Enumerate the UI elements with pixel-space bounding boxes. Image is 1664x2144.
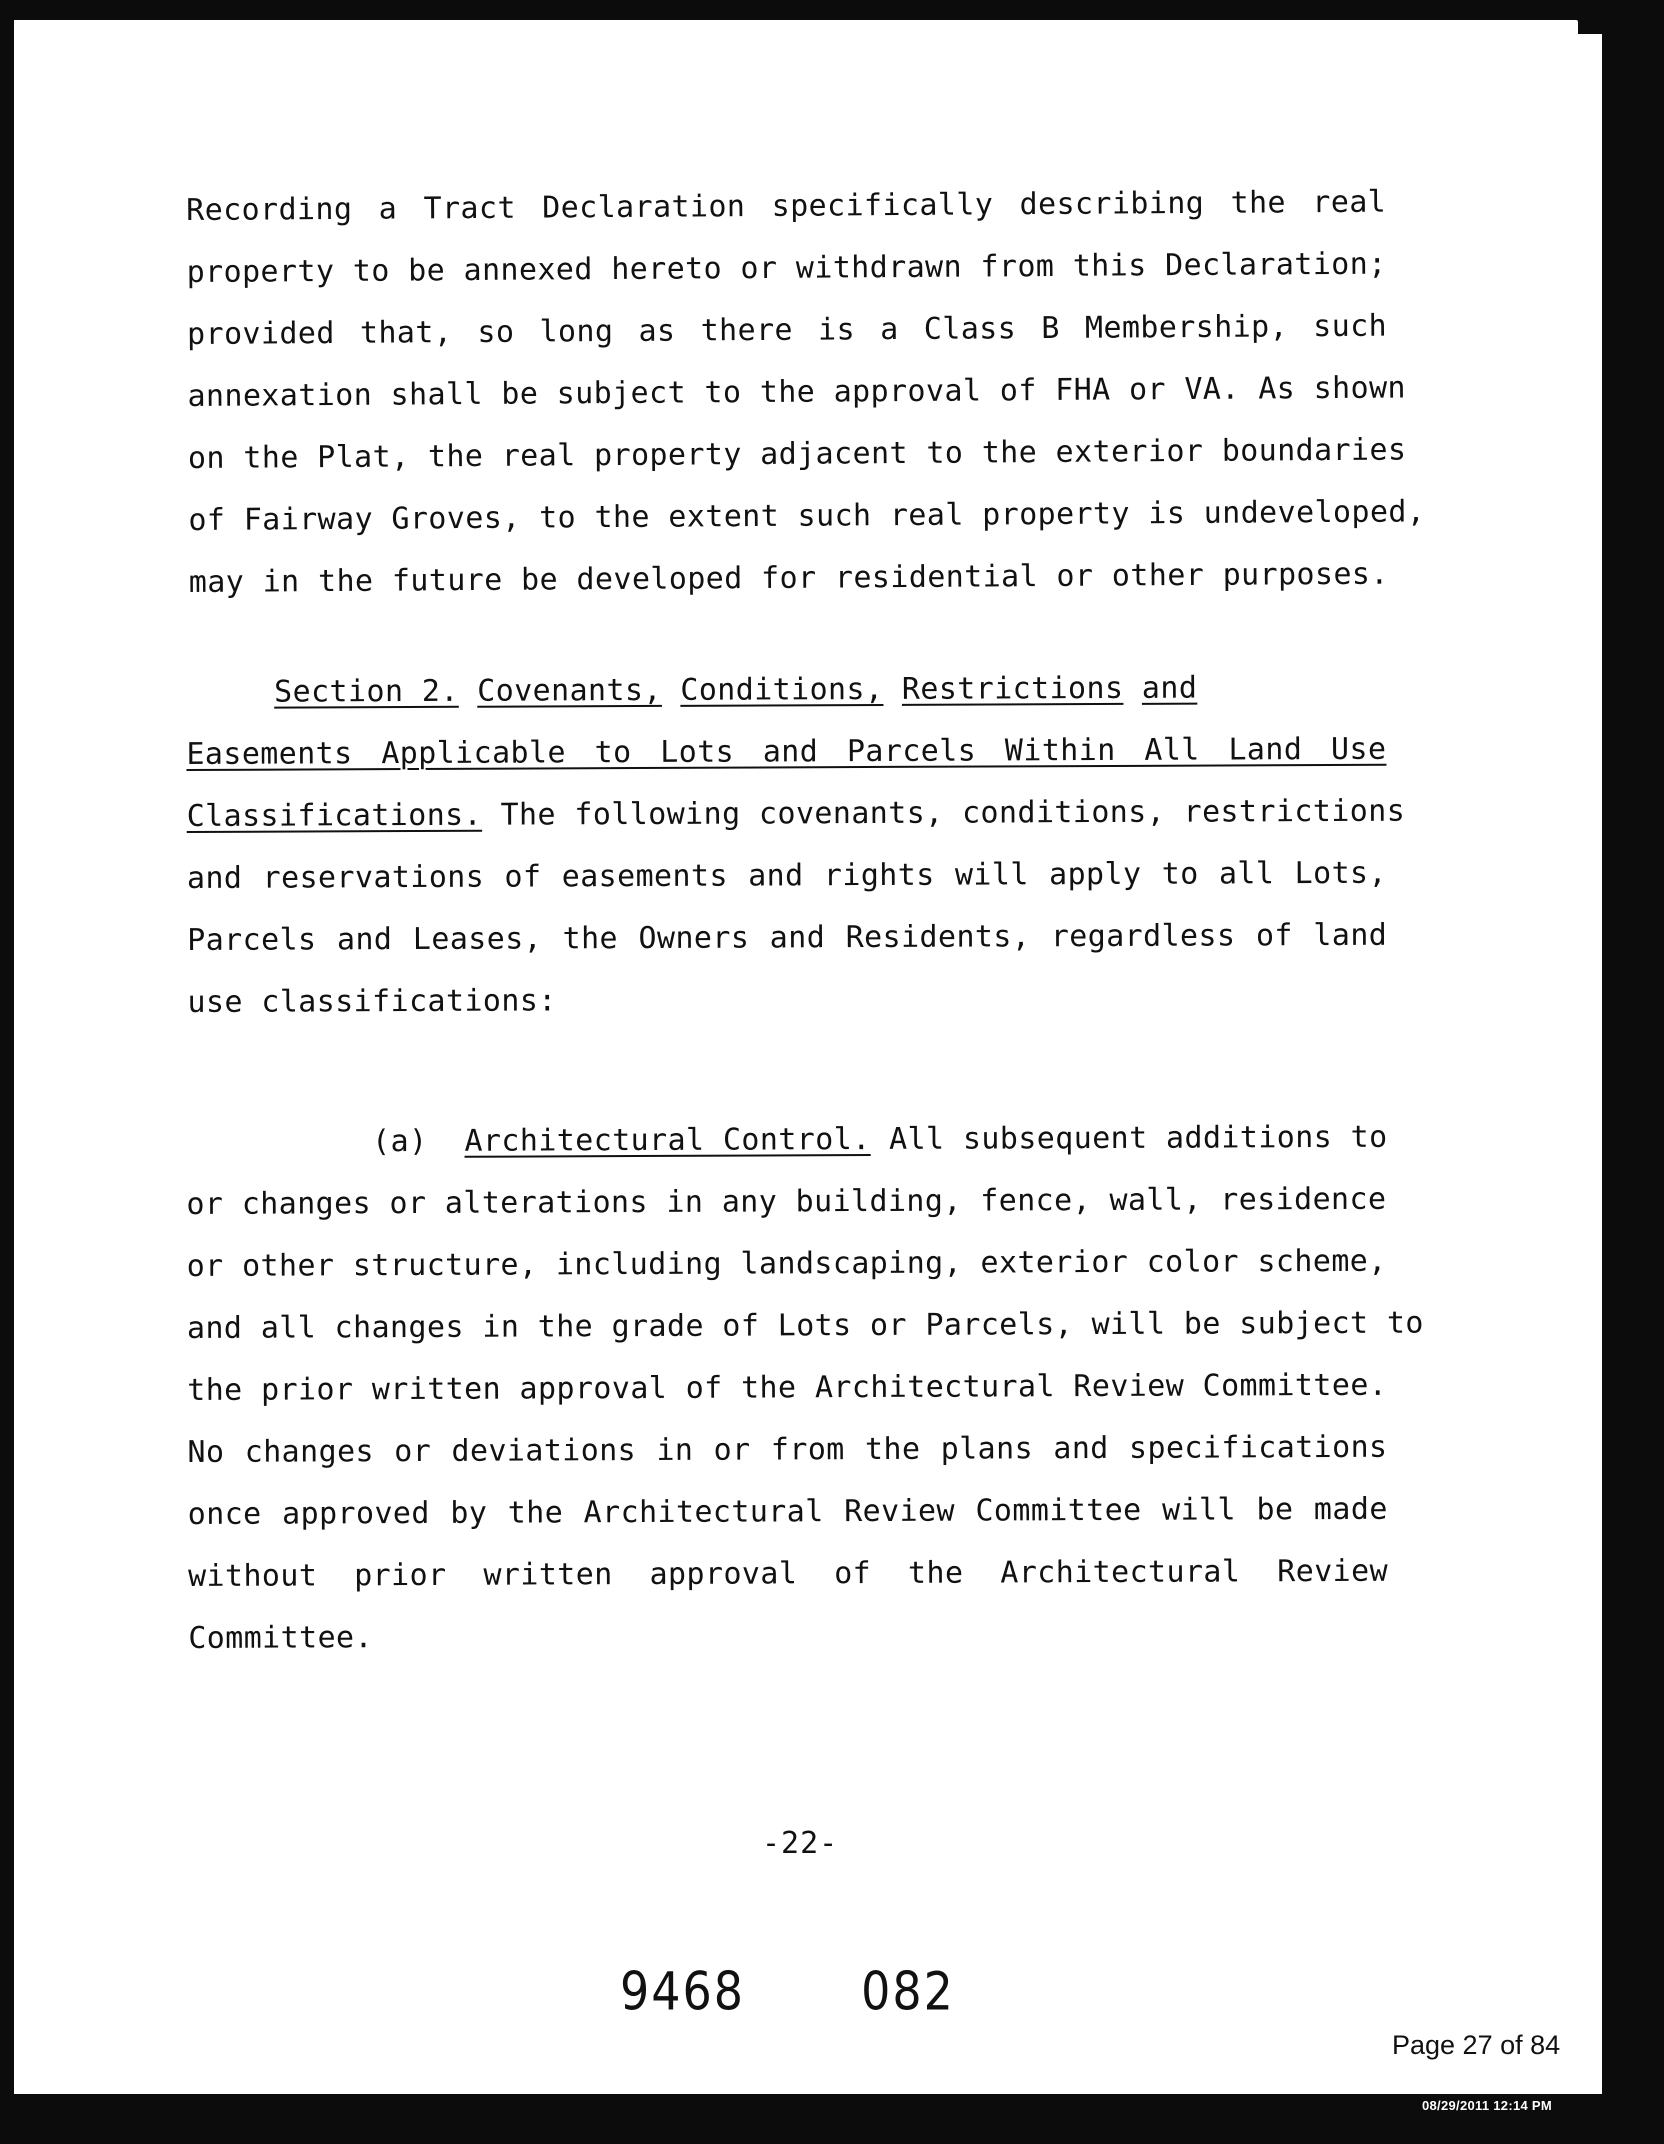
section-2-heading-line-1 <box>186 657 1386 724</box>
text-line: No changes or deviations in or from the plans and specifications <box>187 1429 1388 1470</box>
section-2-label: Section 2. <box>274 673 459 710</box>
heading-word: Covenants, <box>477 672 662 709</box>
text-line: the prior written approval of the Architectural Review Committee. <box>187 1367 1388 1408</box>
heading-word: and <box>1141 670 1198 706</box>
text-line: and reservations of easements and rights will apply to all Lots, <box>186 855 1388 896</box>
subsection-marker: (a) <box>372 1123 428 1160</box>
text-line: without prior written approval of the Architectural Review <box>187 1553 1389 1594</box>
recording-stamp <box>620 1960 955 2022</box>
heading-word: Conditions, <box>680 671 884 708</box>
text-line: once approved by the Architectural Review Committee will be made <box>187 1491 1388 1532</box>
text-line: or changes or alterations in any building, fence, wall, residence <box>186 1181 1387 1222</box>
subsection-title: Architectural Control. <box>464 1122 871 1159</box>
text-line: and all changes in the grade of Lots or Parcels, will be subject to <box>186 1305 1424 1346</box>
text-line: provided that, so long as there is a Class B Membership, such <box>186 308 1388 352</box>
section-2-heading-line-3 <box>186 781 1406 848</box>
text-line: may in the future be developed for residential or other purposes. <box>188 556 1389 600</box>
text-line: Parcels and Leases, the Owners and Residents, regardless of land <box>187 917 1388 958</box>
text-line: The following covenants, conditions, restrictions <box>481 793 1406 833</box>
text-line: property to be annexed hereto or withdrawn from this Declaration; <box>186 246 1387 290</box>
text-line: annexation shall be subject to the approval of FHA or VA. As shown <box>187 370 1407 414</box>
section-2-heading-line-2: Easements Applicable to Lots and Parcels Within All Land Use <box>186 731 1387 772</box>
section-2-heading-end: Classifications. <box>186 797 483 834</box>
text-line: Committee. <box>188 1620 373 1656</box>
text-line: or other structure, including landscaping, exterior color scheme, <box>186 1243 1387 1284</box>
subsection-a-first-line <box>186 1107 1386 1174</box>
heading-word: Restrictions <box>901 670 1124 707</box>
scan-border-top <box>0 0 1664 34</box>
scan-border-right <box>1602 0 1664 2144</box>
scan-border-left <box>0 0 14 2144</box>
page-of-count: Page 27 of 84 <box>1388 2030 1564 2061</box>
section-2 <box>186 657 1406 1034</box>
stamp-page-number: 082 <box>861 1960 955 2023</box>
text-line: on the Plat, the real property adjacent to the exterior boundaries <box>187 432 1407 476</box>
stamp-book-number: 9468 <box>620 1960 746 2023</box>
text-line: of Fairway Groves, to the extent such real property is undeveloped, <box>188 494 1426 538</box>
scan-timestamp: 08/29/2011 12:14 PM <box>1422 2098 1553 2113</box>
text-line: use classifications: <box>187 983 557 1020</box>
paragraph-annexation <box>186 172 1426 614</box>
subsection-a <box>186 1107 1424 1670</box>
text-line: Recording a Tract Declaration specifically describing the real <box>186 184 1387 228</box>
page-number: -22- <box>762 1826 839 1861</box>
text-line: All subsequent additions to <box>870 1119 1388 1158</box>
scan-border-bottom <box>0 2088 1664 2144</box>
